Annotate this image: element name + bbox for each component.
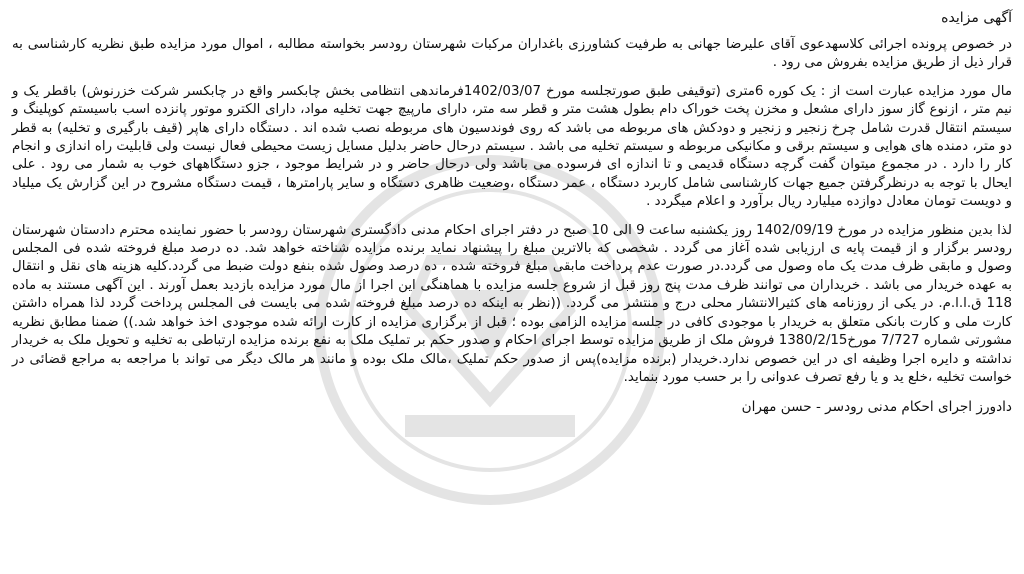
auction-terms-paragraph: لذا بدین منظور مزایده در مورخ 1402/09/19 روز یکشنبه ساعت 9 الی 10 صبح در دفتر اجرای احکام مدنی دادگستری شهرستان رودسر با حضور نماینده محترم دادستان شهرستان رودسر برگزار و از قیمت پایه ی ارزیابی شده آغاز می گردد . شخصی که بالاترین مبلغ را پیشنهاد نماید برنده مزایده شناخته خواهد شد. ده درصد مبلغ فروخته شده فی المجلس وصول و مابقی ظرف مدت یک ماه وصول می گردد.در صورت عدم پرداخت مابقی مبلغ فروخته شده ، ده درصد وصول شده بنفع دولت ضبط می گردد.کلیه هزینه های نقل و انتقال به عهده خریدار می باشد . خریداران می توانند ظرف مدت پنج روز قبل از شروع جلسه مزایده با هماهنگی این اجرا از مال مورد مزایده بازدید بعمل آورند . این آگهی مستند به ماده 118 ق.ا.ا.م. در یکی از روزنامه های کثیرالانتشار محلی درج و منتشر می گردد. ((نظر به اینکه ده درصد مبلغ فروخته شده می بایست فی المجلس پرداخت گردد لذا همراه داشتن کارت ملی و کارت بانکی متعلق به خریدار با موجودی کافی در جلسه مزایده الزامی بوده ؛ قبل از برگزاری مزایده از کارت ارائه شده موجودی اخذ خواهد شد.)) ضمنا مطابق نظریه مشورتی شماره 7/727 مورخ1380/2/15 فروش ملک از طریق مزایده توسط اجرای احکام و صدور حکم بر تملیک ملک به نفع برنده مزایده ارتباطی به تخلیه و تحویل ملک به خریدار نداشته و دایره اجرا وظیفه ای در این خصوص ندارد.خریدار (برنده مزایده)پس از صدور حکم تملیک ،مالک ملک بوده و مانند هر مالک دیگر می تواند با مراجعه به مراجع قضائی در خواست تخلیه ،خلع ید و یا رفع تصرف عدوانی را بر حسب مورد بنماید. <box>12 222 1013 385</box>
notice-title: آگهی مزایده <box>941 10 1012 26</box>
notice-intro-paragraph: در خصوص پرونده اجرائی کلاسهدعوی آقای علیرضا جهانی به طرفیت کشاورزی باغداران مرکبات شهرستان رودسر بخواسته مطالبه ، اموال مورد مزایده طبق نظریه کارشناسی به قرار ذیل از طریق مزایده بفروش می رود . <box>12 37 1012 71</box>
signature-line: دادورز اجرای احکام مدنی رودسر - حسن مهران <box>741 399 1012 416</box>
property-description-paragraph: مال مورد مزایده عبارت است از : یک کوره 6متری (توقیفی طبق صورتجلسه مورخ 1402/03/07فرماندهی انتظامی بخش چابکسر واقع در چابکسر شرکت خزرنوش) باقطر یک و نیم متر ، ازنوع گاز سوز دارای مشعل و مخزن پخت خوراک دام بطول هشت متر و قطر سه متر، دارای مارپیچ جهت تخلیه مواد، دارای الکترو موتور پانزده اسب باسیستم کوپلینگ و سیستم انتقال قدرت شامل چرخ زنجیر و زنجیر و دودکش های مربوطه می باشد که روی فوندسیون های مربوطه نصب شده اند . دستگاه دارای هاپر (قیف بارگیری و تخلیه) به قطر دو متر، دمنده های هوایی و سیستم برقی و مکانیکی مربوطه و سیستم تخلیه می باشد . سیستم درحال حاضر بدلیل مسایل زیست محیطی فعال نیست ولی قابلیت راه اندازی و انجام کار را دارد . در مجموع میتوان گفت گرچه دستگاه قدیمی و تا اندازه ای فرسوده می باشد ولی درحال حاضر و در شرایط موجود ، جزو دستگاههای خوب به شمار می رود . علی ایحال با توجه به درنظرگرفتن جمیع جهات کارشناسی شامل کاربرد دستگاه ، عمر دستگاه ،وضعیت ظاهری دستگاه و سایر پارامترها ، قیمت دستگاه مشروح در این گزارش یک میلیاد و دویست تومان معادل دوازده میلیارد ریال برآورد و اعلام میگردد . <box>12 83 1012 210</box>
